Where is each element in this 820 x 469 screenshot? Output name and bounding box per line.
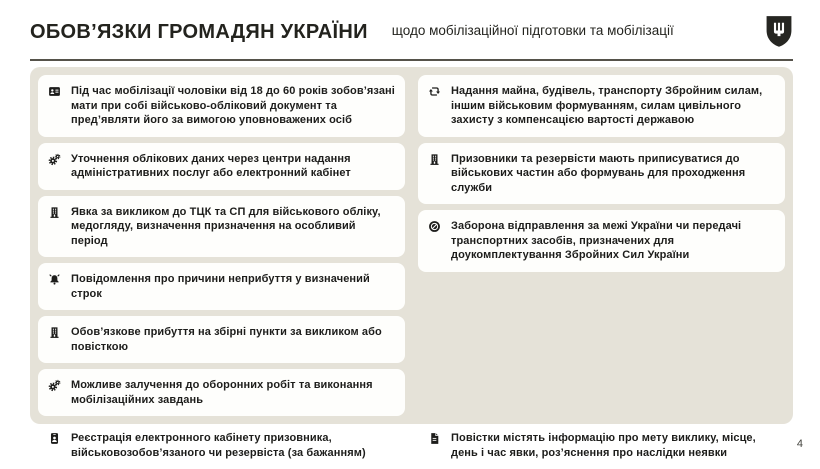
obligation-text: Повістки містять інформацію про мету виклику, місце, день і час явки, роз’яснення про наслідки неявки (451, 432, 756, 459)
ban-icon (428, 220, 442, 233)
shield-trident-icon (765, 15, 793, 48)
id-card-icon (48, 85, 62, 98)
obligation-card (418, 143, 785, 205)
obligation-card (38, 316, 405, 363)
phone-user-icon (48, 432, 62, 445)
obligation-text: Обов’язкове прибуття на збірні пункти за викликом або повісткою (71, 326, 382, 353)
building-icon (428, 153, 442, 166)
obligation-text: Уточнення облікових даних через центри надання адміністративних послуг або електронний кабінет (71, 152, 351, 180)
obligation-card (38, 75, 405, 137)
obligation-card (418, 210, 785, 272)
obligation-text: Надання майна, будівель, транспорту Збройним силам, іншим військовим формуванням, силам цивільного захисту з компенсацією вартості державою (451, 85, 763, 127)
building-icon (48, 326, 62, 339)
header-divider (30, 59, 793, 61)
page-number: 4 (796, 438, 803, 450)
obligation-note (418, 422, 785, 469)
right-column (418, 75, 785, 469)
slide-header (0, 0, 820, 48)
left-column (38, 75, 405, 469)
obligation-text: Призовники та резервісти мають приписуватися до військових частин або формувань для проходження служби (451, 152, 746, 194)
gears-icon (48, 379, 62, 392)
obligation-note (38, 422, 405, 469)
obligation-card (38, 369, 405, 416)
obligation-card (38, 143, 405, 190)
obligation-text: Під час мобілізації чоловіки від 18 до 60 років зобов’язані мати при собі військово-обліковий документ та пред’являти його за вимогою уповноважених осіб (71, 85, 395, 127)
obligation-text: Можливе залучення до оборонних робіт та виконання мобілізаційних завдань (71, 379, 373, 406)
obligation-text: Повідомлення про причини неприбуття у визначений строк (71, 273, 370, 300)
obligation-card (38, 196, 405, 258)
gears-icon (48, 153, 62, 166)
obligations-panel (30, 67, 793, 459)
obligation-text: Явка за викликом до ТЦК та СП для військового обліку, медогляду, визначення призначення на особливий період (71, 205, 381, 247)
obligation-card (38, 263, 405, 310)
building-icon (48, 206, 62, 219)
obligation-card (418, 75, 785, 137)
bell-icon (48, 273, 62, 286)
obligation-text: Заборона відправлення за межі України чи передачі транспортних засобів, призначених для доукомплектування Збройних Сил України (451, 220, 742, 262)
obligation-text: Реєстрація електронного кабінету призовника, військовозобов’язаного чи резервіста (за бажанням) (71, 432, 366, 459)
page-subtitle: щодо мобілізаційної підготовки та мобілізації (391, 23, 674, 39)
swap-icon (428, 85, 442, 98)
document-icon (428, 432, 442, 445)
page-title: ОБОВ’ЯЗКИ ГРОМАДЯН УКРАЇНИ (30, 20, 368, 43)
